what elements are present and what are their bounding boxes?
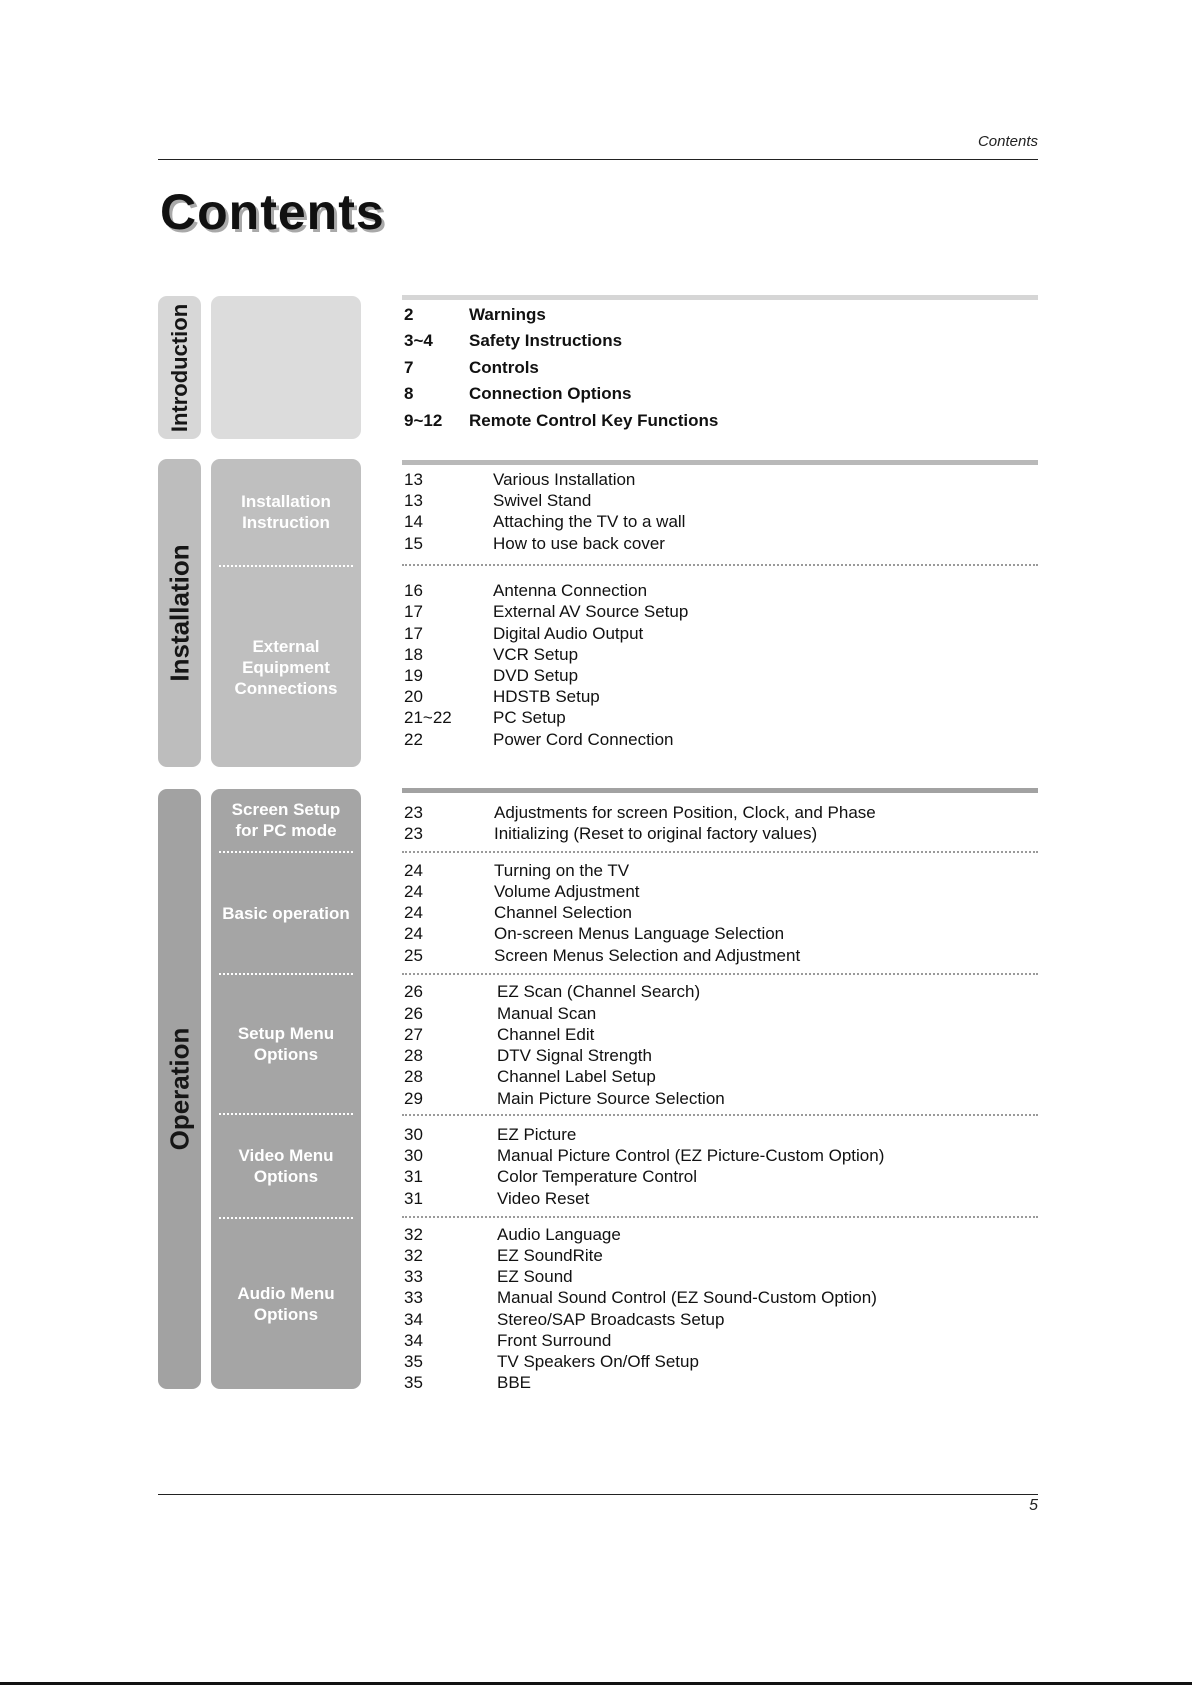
toc-title: Channel Edit (497, 1025, 595, 1044)
toc-title: Attaching the TV to a wall (493, 512, 686, 531)
toc-title: Connection Options (469, 384, 632, 403)
footer-rule (158, 1494, 1038, 1495)
toc-title: On-screen Menus Language Selection (494, 924, 785, 943)
toc-page: 35 (404, 1352, 423, 1371)
toc-page: 30 (404, 1146, 423, 1165)
toc-title: Warnings (469, 305, 546, 324)
toc-page: 20 (404, 687, 423, 706)
toc-page: 24 (404, 903, 423, 922)
toc-title: Color Temperature Control (497, 1167, 697, 1186)
toc-page: 8 (404, 384, 414, 403)
toc-page: 2 (404, 305, 414, 324)
section-tab-label: Installation (164, 544, 194, 682)
toc-page: 31 (404, 1189, 423, 1208)
toc-title: Screen Menus Selection and Adjustment (494, 946, 801, 965)
toc-title: Controls (469, 358, 539, 377)
toc-title: Video Reset (497, 1189, 590, 1208)
toc-page: 34 (404, 1310, 423, 1329)
toc-page: 13 (404, 470, 423, 489)
toc-title: Digital Audio Output (493, 624, 644, 643)
section-tab-installation[interactable] (158, 459, 201, 767)
toc-title: Adjustments for screen Position, Clock, and Phase (494, 803, 876, 822)
category-label: Video Menu Options (238, 1146, 334, 1186)
toc-title: PC Setup (493, 708, 566, 727)
group-divider (402, 973, 1038, 975)
category-label: Basic operation (222, 903, 350, 923)
toc-title: DVD Setup (493, 666, 579, 685)
toc-page: 19 (404, 666, 423, 685)
category-label: Audio Menu Options (237, 1284, 335, 1324)
group-divider (402, 564, 1038, 566)
toc-page: 7 (404, 358, 414, 377)
toc-page: 34 (404, 1331, 423, 1350)
toc-page: 23 (404, 824, 423, 843)
toc-title: Various Installation (493, 470, 636, 489)
toc-title: Audio Language (497, 1225, 621, 1244)
toc-page: 33 (404, 1267, 423, 1286)
toc-title: EZ Sound (497, 1267, 573, 1286)
toc-title: Manual Sound Control (EZ Sound-Custom Option) (497, 1288, 877, 1307)
toc-page: 15 (404, 534, 423, 553)
toc-title: Main Picture Source Selection (497, 1089, 725, 1108)
toc-title: Turning on the TV (494, 861, 630, 880)
toc-title: Volume Adjustment (494, 882, 640, 901)
header-rule (158, 159, 1038, 160)
toc-page: 17 (404, 602, 423, 621)
section-tab-label: Introduction (166, 303, 192, 432)
running-header: Contents (977, 133, 1038, 150)
toc-page: 18 (404, 645, 423, 664)
toc-page: 33 (404, 1288, 423, 1307)
toc-page: 24 (404, 861, 423, 880)
toc-page: 24 (404, 882, 423, 901)
toc-page: 26 (404, 1004, 423, 1023)
section-bar-operation (402, 788, 1038, 793)
category-label: Screen Setup for PC mode (231, 800, 341, 840)
toc-title: Manual Picture Control (EZ Picture-Custom Option) (497, 1146, 885, 1165)
toc-page: 24 (404, 924, 423, 943)
category-panel-installation (211, 459, 361, 767)
toc-page: 28 (404, 1046, 423, 1065)
toc-title: Channel Selection (494, 903, 632, 922)
toc-title: Stereo/SAP Broadcasts Setup (497, 1310, 725, 1329)
section-bar-introduction (402, 295, 1038, 300)
toc-page: 30 (404, 1125, 423, 1144)
section-tab-introduction[interactable] (158, 296, 201, 439)
toc-page: 35 (404, 1373, 423, 1392)
section-bar-installation (402, 460, 1038, 465)
toc-page: 25 (404, 946, 423, 965)
toc-title: Channel Label Setup (497, 1067, 656, 1086)
toc-page: 23 (404, 803, 423, 822)
toc-title: Remote Control Key Functions (469, 411, 719, 430)
toc-title: External AV Source Setup (493, 602, 689, 621)
section-tab-label: Operation (164, 1027, 194, 1151)
toc-page: 14 (404, 512, 423, 531)
toc-title: TV Speakers On/Off Setup (497, 1352, 699, 1371)
toc-title: Antenna Connection (493, 581, 648, 600)
toc-page: 16 (404, 581, 423, 600)
toc-page: 3~4 (404, 331, 433, 350)
toc-page: 28 (404, 1067, 423, 1086)
toc-title: HDSTB Setup (493, 687, 600, 706)
toc-title: DTV Signal Strength (497, 1046, 652, 1065)
toc-page: 9~12 (404, 411, 443, 430)
toc-title: How to use back cover (493, 534, 665, 553)
toc-title: Safety Instructions (469, 331, 623, 350)
toc-title: EZ Scan (Channel Search) (497, 982, 701, 1001)
toc-page: 32 (404, 1225, 423, 1244)
page-title: Contents (160, 184, 385, 240)
toc-title: Swivel Stand (493, 491, 592, 510)
category-label: External Equipment Connections (234, 636, 338, 698)
toc-title: Front Surround (497, 1331, 612, 1350)
toc-title: VCR Setup (493, 645, 579, 664)
toc-page: 31 (404, 1167, 423, 1186)
toc-title: EZ SoundRite (497, 1246, 603, 1265)
toc-page: 21~22 (404, 708, 452, 727)
toc-page: 22 (404, 730, 423, 749)
toc-title: Manual Scan (497, 1004, 597, 1023)
toc-page: 29 (404, 1089, 423, 1108)
toc-title: Power Cord Connection (493, 730, 674, 749)
toc-title: BBE (497, 1373, 532, 1392)
toc-title: Initializing (Reset to original factory values) (494, 824, 818, 843)
toc-page: 27 (404, 1025, 423, 1044)
category-label: Setup Menu Options (237, 1024, 335, 1064)
group-divider (402, 1114, 1038, 1116)
toc-title: EZ Picture (497, 1125, 577, 1144)
category-panel-introduction (211, 296, 361, 439)
group-divider (402, 851, 1038, 853)
category-panel-operation (211, 789, 361, 1389)
page-number: 5 (1029, 1497, 1038, 1514)
group-divider (402, 1216, 1038, 1218)
toc-page: 13 (404, 491, 423, 510)
toc-page: 26 (404, 982, 423, 1001)
category-label: Installation Instruction (241, 492, 331, 532)
toc-page: 32 (404, 1246, 423, 1265)
toc-page: 17 (404, 624, 423, 643)
section-tab-operation[interactable] (158, 789, 201, 1389)
